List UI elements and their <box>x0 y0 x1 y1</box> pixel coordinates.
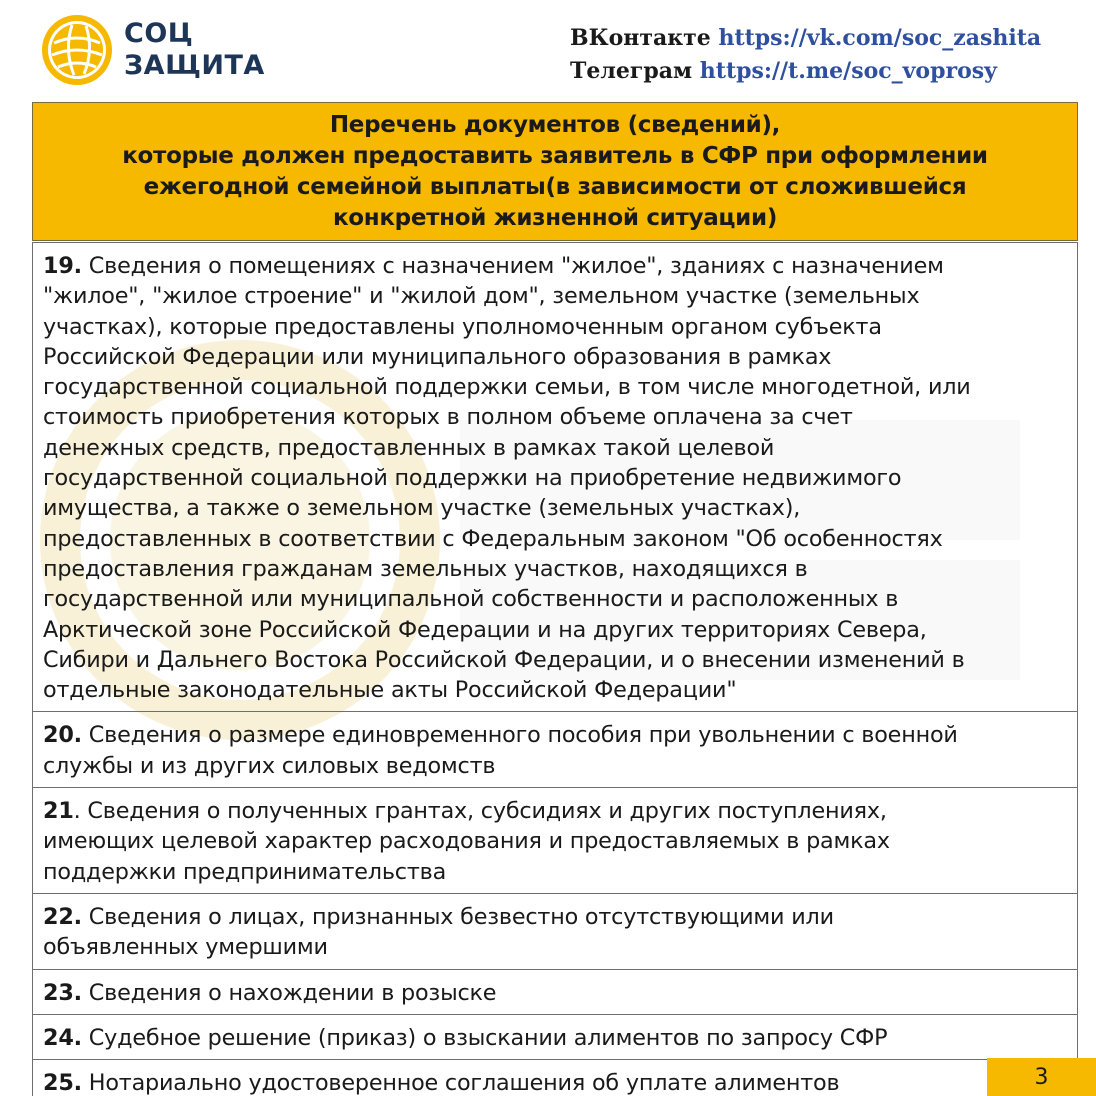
contact-label: ВКонтакте <box>570 25 711 51</box>
row-text-line <box>43 902 1067 932</box>
title-line: Перечень документов (сведений), <box>329 111 781 138</box>
row-text-line <box>43 645 1067 675</box>
logo-line-1: СОЦ <box>124 18 194 49</box>
row-text-line <box>43 826 1067 856</box>
row-text-line <box>43 978 1067 1008</box>
row-text-line <box>43 251 1067 281</box>
item-text: Сведения о лицах, признанных безвестно отсутствующими или <box>81 903 834 930</box>
table-row <box>33 1060 1077 1096</box>
item-text: Судебное решение (приказ) о взыскании алиментов по запросу СФР <box>81 1024 888 1051</box>
table-row <box>33 894 1077 970</box>
item-text: денежных средств, предоставленных в рамках такой целевой <box>43 434 775 461</box>
item-text: стоимость приобретения которых в полном объеме оплачена за счет <box>43 404 853 431</box>
item-text: Сибири и Дальнего Востока Российской Федерации, и о внесении изменений в <box>43 646 965 673</box>
item-text: службы и из других силовых ведомств <box>43 752 496 779</box>
item-text: Нотариально удостоверенное соглашения об уплате алиментов <box>81 1070 840 1096</box>
item-text: поддержки предпринимательства <box>43 858 447 885</box>
row-text-line <box>43 554 1067 584</box>
item-text: Сведения о нахождении в розыске <box>81 979 497 1006</box>
row-text-line <box>43 1023 1067 1053</box>
title-line: конкретной жизненной ситуации) <box>332 204 778 231</box>
item-text: Российской Федерации или муниципального образования в рамках <box>43 343 832 370</box>
row-text-line <box>43 463 1067 493</box>
item-text: государственной социальной поддержки на приобретение недвижимого <box>43 465 902 492</box>
item-number: 22. <box>43 903 82 930</box>
row-text-line <box>43 372 1067 402</box>
row-text-line <box>43 281 1067 311</box>
item-number: 25. <box>43 1070 82 1096</box>
row-text-line <box>43 402 1067 432</box>
contact-telegram <box>570 55 1041 88</box>
item-text: государственной социальной поддержки семьи, в том числе многодетной, или <box>43 374 971 401</box>
page-number: 3 <box>987 1058 1096 1096</box>
table-row <box>33 712 1077 788</box>
contact-link[interactable]: https://vk.com/soc_zashita <box>718 25 1042 51</box>
contact-label: Телеграм <box>570 58 693 84</box>
item-number: 24. <box>43 1024 82 1051</box>
item-text: имущества, а также о земельном участке (земельных участках), <box>43 495 801 522</box>
row-text-line <box>43 720 1067 750</box>
item-number: 21 <box>43 798 74 825</box>
title-line: которые должен предоставить заявитель в СФР при оформлении <box>122 142 988 169</box>
item-text: "жилое", "жилое строение" и "жилой дом", земельном участке (земельных <box>43 283 920 310</box>
row-text-line <box>43 932 1067 962</box>
row-text-line <box>43 857 1067 887</box>
logo-text <box>124 18 265 82</box>
title-line: ежегодной семейной выплаты(в зависимости от сложившейся <box>143 173 967 200</box>
item-text: объявленных умершими <box>43 934 328 961</box>
table-row <box>33 243 1077 712</box>
item-number: 23. <box>43 979 82 1006</box>
row-text-line <box>43 615 1067 645</box>
item-text: Сведения о помещениях с назначением "жилое", зданиях с назначением <box>81 253 944 279</box>
item-text: государственной или муниципальной собственности и расположенных в <box>43 586 899 613</box>
item-text: . Сведения о полученных грантах, субсидиях и других поступлениях, <box>73 798 887 825</box>
contact-vk <box>570 22 1041 55</box>
item-text: участках), которые предоставлены уполномоченным органом субъекта <box>43 313 882 340</box>
row-text-line <box>43 433 1067 463</box>
title-box <box>32 102 1078 241</box>
item-text: отдельные законодательные акты Российской Федерации" <box>43 677 737 704</box>
row-text-line <box>43 312 1067 342</box>
row-text-line <box>43 342 1067 372</box>
item-text: Арктической зоне Российской Федерации и на других территориях Севера, <box>43 616 927 643</box>
contact-link[interactable]: https://t.me/soc_voprosy <box>699 58 997 84</box>
item-text: имеющих целевой характер расходования и предоставляемых в рамках <box>43 828 890 855</box>
logo-line-2: ЗАЩИТА <box>124 50 265 81</box>
row-text-line <box>43 1068 1067 1096</box>
logo <box>40 12 270 88</box>
item-text: предоставленных в соответствии с Федеральным законом "Об особенностях <box>43 525 943 552</box>
table-row <box>33 1015 1077 1060</box>
row-text-line <box>43 675 1067 705</box>
globe-logo-icon <box>40 13 114 87</box>
row-text-line <box>43 493 1067 523</box>
header <box>0 0 1096 100</box>
item-text: Сведения о размере единовременного пособия при увольнении с военной <box>81 722 958 749</box>
page-title <box>122 110 987 234</box>
row-text-line <box>43 584 1067 614</box>
row-text-line <box>43 524 1067 554</box>
row-text-line <box>43 751 1067 781</box>
item-text: предоставления гражданам земельных участков, находящихся в <box>43 555 808 582</box>
documents-table <box>32 242 1078 1096</box>
item-number: 20. <box>43 722 82 749</box>
contacts <box>570 22 1041 88</box>
table-row <box>33 788 1077 894</box>
table-row <box>33 970 1077 1015</box>
item-number: 19. <box>43 253 82 279</box>
row-text-line <box>43 796 1067 826</box>
